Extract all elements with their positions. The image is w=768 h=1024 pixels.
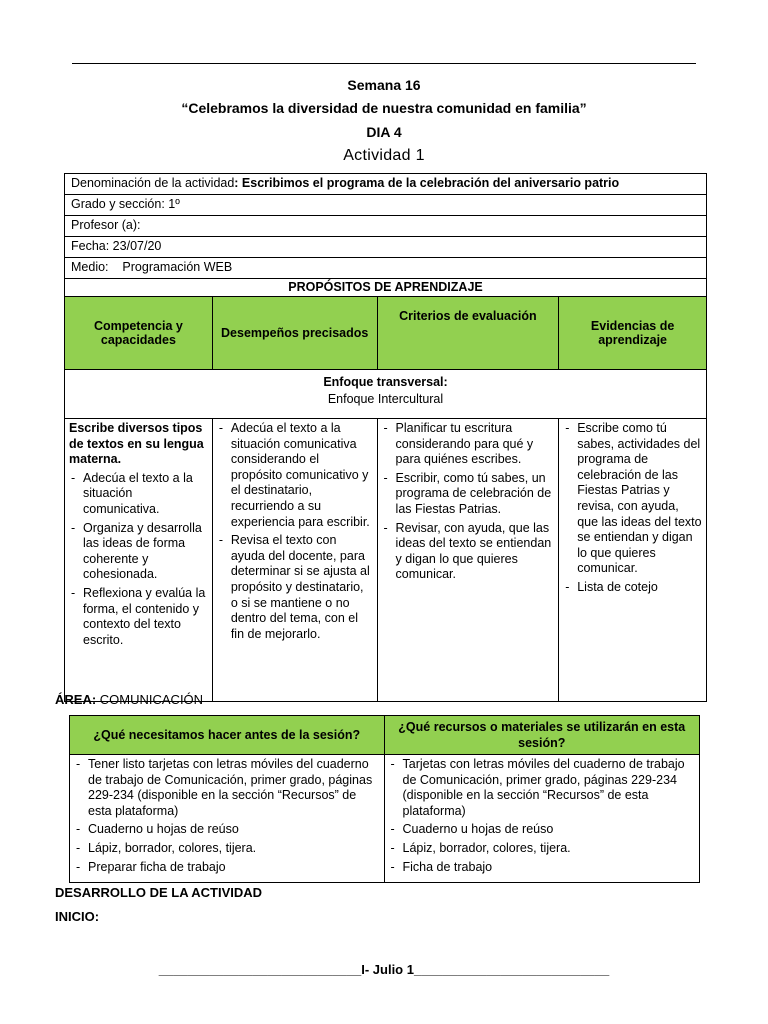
area-line [55,692,203,707]
criterios-cell [377,419,559,702]
competencia-item: - Adecúa el texto a la situación comunicativa. [69,471,208,518]
denominacion-value: : Escribimos el programa de la celebración del aniversario patrio [234,176,620,190]
desempeno-item: - Revisa el texto con ayuda del docente, para determinar si se ajusta al propósito y destinatario, o si se mantiene o no dentro del tema, con el fin de mejorarlo. [217,533,373,642]
competencia-title: Escribe diversos tipos de textos en su lengua materna. [69,421,204,467]
before-item: - Tener listo tarjetas con letras móviles del cuaderno de trabajo de Comunicación, primer grado, páginas 229-234 (disponible en la sección “Recursos” de esta plataforma) [74,757,380,819]
competencia-item: - Organiza y desarrolla las ideas de forma coherente y cohesionada. [69,521,208,583]
activity-table [64,173,707,702]
before-session-header: ¿Qué necesitamos hacer antes de la sesión? [70,716,385,755]
desempenos-cell [212,419,377,702]
resources-cell [384,755,700,883]
col-desempenos-header: Desempeños precisados [212,297,377,370]
preparation-table [69,715,700,883]
area-label: ÁREA: [55,692,97,707]
col-competencia-header: Competencia y capacidades [65,297,213,370]
week-title: Semana 16 [347,77,421,93]
day-title: DIA 4 [366,124,402,140]
col-evidencias-header: Evidencias de aprendizaje [559,297,707,370]
criterio-item: - Escribir, como tú sabes, un programa de celebración de las Fiestas Patrias. [382,471,555,518]
grado-row: Grado y sección: 1º [65,195,707,216]
evidencias-cell [559,419,707,702]
activity-title: Actividad 1 [343,147,425,164]
resource-item: - Lápiz, borrador, colores, tijera. [389,841,696,857]
propositos-title: PROPÓSITOS DE APRENDIZAJE [65,279,707,297]
competencia-item: - Reflexiona y evalúa la forma, el contenido y contexto del texto escrito. [69,586,208,648]
theme-title: “Celebramos la diversidad de nuestra comunidad en familia” [181,100,587,116]
evidencia-item: - Lista de cotejo [563,580,702,596]
inicio-title: INICIO: [55,909,100,924]
enfoque-row [65,370,707,419]
competencia-cell [65,419,213,702]
col-criterios-header: Criterios de evaluación [377,297,559,370]
denominacion-label: Denominación de la actividad [71,176,235,190]
resources-header: ¿Qué recursos o materiales se utilizarán en esta sesión? [384,716,700,755]
top-rule [72,63,696,64]
medio-row [65,258,707,279]
before-item: - Lápiz, borrador, colores, tijera. [74,841,380,857]
page-footer: ____________________________I- Julio 1___________________________ [158,962,610,977]
criterio-item: - Revisar, con ayuda, que las ideas del texto se entiendan y digan lo que quieres comunicar. [382,521,555,583]
enfoque-value: Enfoque Intercultural [327,392,444,406]
desarrollo-title: DESARROLLO DE LA ACTIVIDAD [55,885,263,900]
resource-item: - Tarjetas con letras móviles del cuaderno de trabajo de Comunicación, primer grado, páginas 229-234 (disponible en la sección “Recursos” de esta plataforma) [389,757,696,819]
fecha-row: Fecha: 23/07/20 [65,237,707,258]
before-item: - Cuaderno u hojas de reúso [74,822,380,838]
before-item: - Preparar ficha de trabajo [74,860,380,876]
desempeno-item: - Adecúa el texto a la situación comunicativa considerando el propósito comunicativo y el destinatario, recurriendo a su experiencia para escribir. [217,421,373,530]
enfoque-label: Enfoque transversal: [323,375,448,389]
before-session-cell [70,755,385,883]
resource-item: - Ficha de trabajo [389,860,696,876]
resource-item: - Cuaderno u hojas de reúso [389,822,696,838]
profesor-row: Profesor (a): [65,216,707,237]
area-value: COMUNICACIÓN [96,692,204,707]
evidencia-item: - Escribe como tú sabes, actividades del programa de celebración de las Fiestas Patrias y revisa, con ayuda, que las ideas del texto se entiendan y digan lo que quieres comunicar. [563,421,702,577]
criterio-item: - Planificar tu escritura considerando para qué y para quiénes escribes. [382,421,555,468]
denominacion-row [65,174,707,195]
medio-text: Medio: Programación WEB [71,260,233,274]
